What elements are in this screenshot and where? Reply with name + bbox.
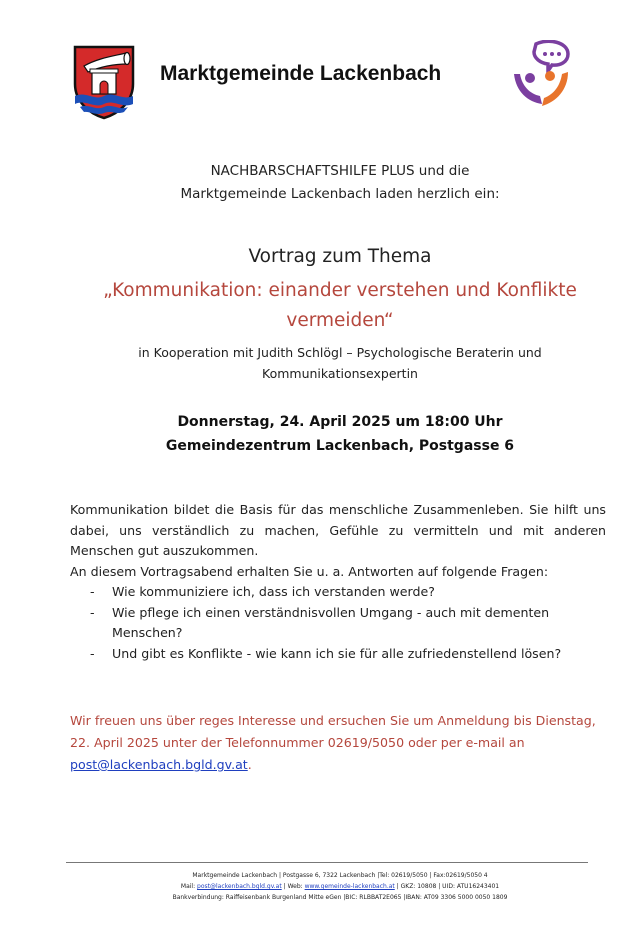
- organization-title: Marktgemeinde Lackenbach: [160, 62, 442, 85]
- intro-line: Marktgemeinde Lackenbach laden herzlich ein:: [180, 186, 500, 202]
- registration-text: Wir freuen uns über reges Interesse und ersuchen Sie um Anmeldung bis Dienstag, 22. April 2025 unter der Telefonnummer 02619/5050 oder per e-mail an: [70, 713, 596, 750]
- footer-address: Marktgemeinde Lackenbach | Postgasse 6, 7322 Lackenbach |Tel: 02619/5050 | Fax:02619/5050 4: [192, 872, 488, 879]
- body-paragraph: Kommunikation bildet die Basis für das menschliche Zusammenleben. Sie hilft uns dabei, uns verständlich zu machen, Gefühle zu vermitteln und mit anderen Menschen gut auszukommen.: [70, 502, 606, 558]
- registration-suffix: .: [247, 757, 252, 772]
- question-text: Und gibt es Konflikte - wie kann ich sie für alle zufriedenstellend lösen?: [112, 645, 562, 661]
- footer-contact: [40, 881, 640, 892]
- event-details: [40, 410, 640, 458]
- question-text: Wie pflege ich einen verständnisvollen Umgang - auch mit dementen Menschen?: [112, 604, 550, 640]
- coat-of-arms-icon: [72, 44, 136, 120]
- footer: [40, 870, 640, 903]
- topic-title: „Kommunikation: einander verstehen und Konflikte vermeiden“: [103, 280, 577, 331]
- footer-web-link[interactable]: www.gemeinde-lackenbach.at: [304, 883, 395, 890]
- event-date: Donnerstag, 24. April 2025 um 18:00 Uhr: [177, 414, 503, 430]
- list-item: [70, 582, 606, 603]
- cooperation-note: in Kooperation mit Judith Schlögl – Psychologische Beraterin und Kommunikationsexpertin: [138, 345, 542, 381]
- intro-line: NACHBARSCHAFTSHILFE PLUS und die: [210, 163, 470, 179]
- event-location: Gemeindezentrum Lackenbach, Postgasse 6: [165, 438, 515, 454]
- list-item: [70, 644, 606, 665]
- questions-list: [70, 582, 606, 664]
- topic-heading: Vortrag zum Thema: [248, 246, 432, 267]
- registration-email-link[interactable]: post@lackenbach.bgld.gv.at: [70, 757, 248, 772]
- list-item: [70, 603, 606, 644]
- footer-bank: Bankverbindung: Raiffeisenbank Burgenland Mitte eGen |BIC: RLBBAT2E065 |IBAN: AT09 3306 5000 0050 1809: [172, 894, 508, 901]
- body-text: [70, 500, 606, 664]
- footer-mail-link[interactable]: post@lackenbach.bgld.gv.at: [197, 883, 282, 890]
- invitation-intro: [40, 160, 640, 206]
- footer-web-label: | Web:: [283, 883, 303, 890]
- dash-bullet: -: [90, 604, 95, 620]
- footer-ids: | GKZ: 10808 | UID: ATU16243401: [396, 883, 500, 890]
- dash-bullet: -: [90, 645, 95, 661]
- footer-divider: [66, 862, 588, 863]
- questions-intro: An diesem Vortragsabend erhalten Sie u. a. Antworten auf folgende Fragen:: [70, 563, 549, 579]
- registration-note: [70, 710, 606, 776]
- question-text: Wie kommuniziere ich, dass ich verstanden werde?: [112, 584, 435, 599]
- community-help-logo-icon: [510, 40, 574, 114]
- dash-bullet: -: [90, 584, 95, 599]
- footer-mail-label: Mail:: [180, 883, 196, 890]
